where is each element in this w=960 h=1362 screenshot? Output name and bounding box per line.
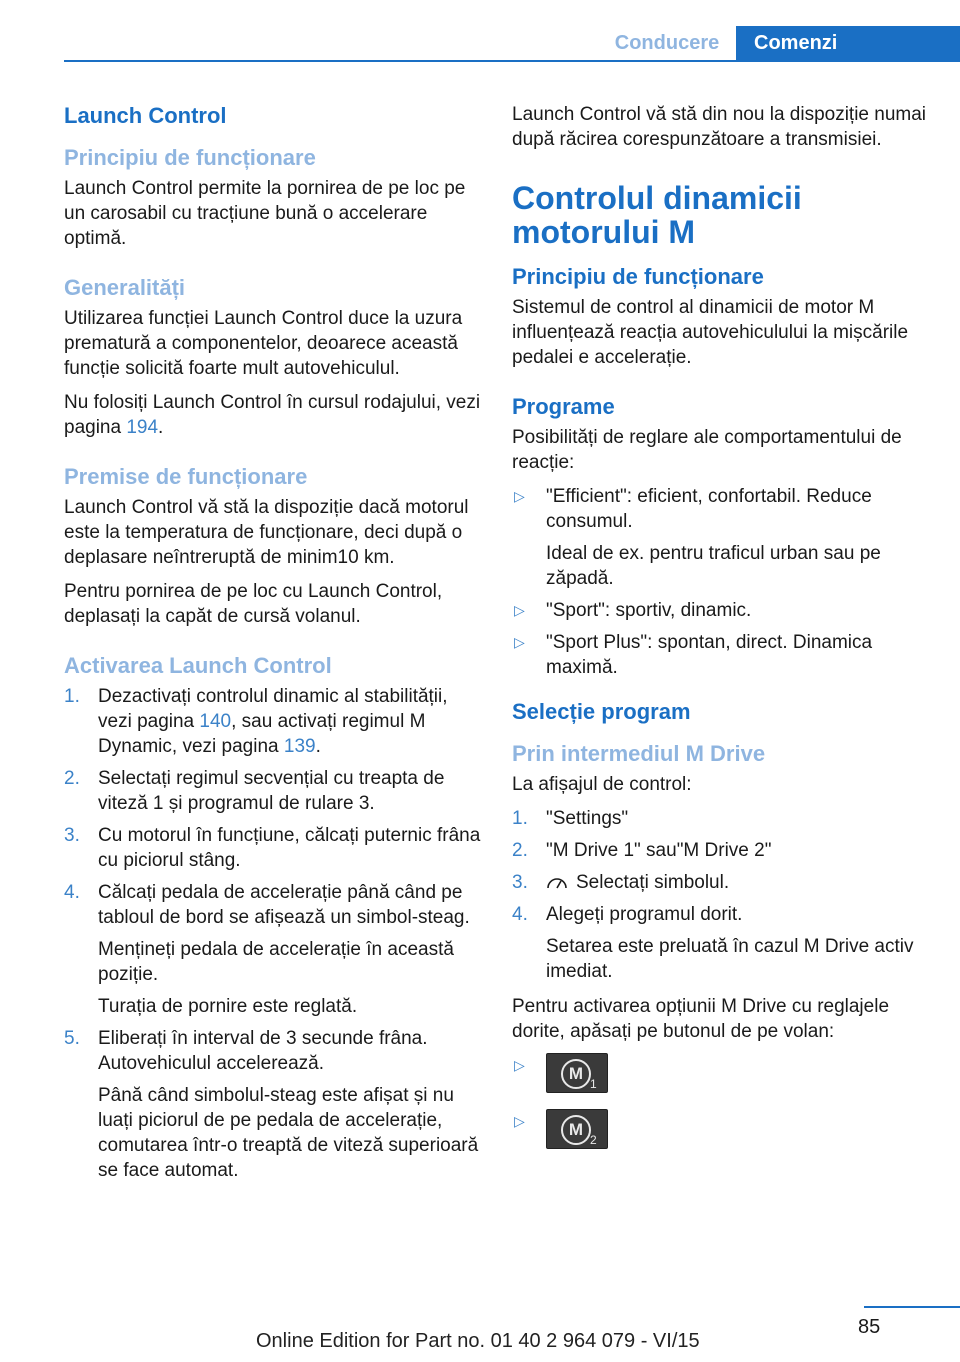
list-item: 3. Cu motorul în funcțiune, călcați puternic frâna cu piciorul stâng. bbox=[64, 825, 481, 871]
gauge-icon bbox=[546, 876, 568, 890]
list-item: ▷ "Efficient": eficient, confortabil. Reduce consumul. Ideal de ex. pentru traficul urban sau pe zăpadă. bbox=[514, 486, 881, 589]
paragraph: Pentru activarea opțiunii M Drive cu reglajele dorite, apăsați pe butonul de pe volan: bbox=[512, 996, 890, 1042]
page-link[interactable]: 139 bbox=[283, 736, 316, 757]
paragraph: Launch Control vă stă din nou la dispoziție numai după răcirea corespunzătoare a transmisiei. bbox=[512, 104, 927, 150]
chapter-title: Controlul dinamicii motorului M bbox=[512, 180, 802, 250]
list-item: 5. Eliberați în interval de 3 secunde frâna. Autovehiculul accelerează. Până când simbolul-steag este afișat și nu luați piciorul de pe pedala de accelerație, comutarea într-o treaptă de viteză superioară se face automat. bbox=[64, 1028, 479, 1181]
drive-steps-list bbox=[512, 806, 932, 984]
list-item: ▷ M 2 bbox=[512, 1109, 932, 1151]
m-drive-2-button-icon: M 2 bbox=[546, 1109, 608, 1149]
list-item: 1. "Settings" bbox=[512, 808, 629, 829]
page-number: 85 bbox=[858, 1316, 881, 1338]
paragraph: Pentru pornirea de pe loc cu Launch Control, deplasați la capăt de cursă volanul. bbox=[64, 581, 443, 627]
list-item: 4. Călcați pedala de accelerație până când pe tabloul de bord se afișează un simbol-steag. Mențineți pedala de accelerație în această poziție. Turația de pornire este reglată. bbox=[64, 882, 470, 1017]
heading-premise: Premise de funcționare bbox=[64, 464, 308, 489]
list-item: 4. Alegeți programul dorit. Setarea este preluată în cazul M Drive activ imediat. bbox=[512, 904, 914, 982]
paragraph: Nu folosiți Launch Control în cursul rodajului, vezi pagina 194. bbox=[64, 392, 481, 438]
m-drive-1-button-icon: M 1 bbox=[546, 1053, 608, 1093]
list-item: 1. Dezactivați controlul dinamic al stabilității, vezi pagina 140, sau activați regimul M Dynamic, vezi pagina 139. bbox=[64, 686, 448, 757]
paragraph: Launch Control vă stă la dispoziție dacă motorul este la temperatura de funcționare, deci după o deplasare neîntreruptă de minim10 km. bbox=[64, 497, 469, 568]
tab-comenzi[interactable]: Comenzi bbox=[736, 26, 960, 60]
left-column bbox=[64, 102, 484, 1193]
heading-principiu: Principiu de funcționare bbox=[64, 145, 316, 170]
header-rule bbox=[64, 60, 960, 62]
paragraph: Sistemul de control al dinamicii de motor M influențează reacția autovehiculului la mișcările pedalei e accelerație. bbox=[512, 297, 909, 368]
paragraph: La afișajul de control: bbox=[512, 774, 692, 795]
list-item: 3. Selectați simbolul. bbox=[512, 872, 730, 893]
heading-generalitati: Generalități bbox=[64, 275, 186, 300]
list-item: ▷ M 1 bbox=[512, 1053, 932, 1095]
list-item: ▷ "Sport Plus": spontan, direct. Dinamica maximă. bbox=[514, 632, 873, 678]
heading-programe: Programe bbox=[512, 394, 615, 419]
paragraph: Posibilități de reglare ale comportamentului de reacție: bbox=[512, 427, 902, 473]
section-title: Launch Control bbox=[64, 103, 227, 128]
footer-rule bbox=[864, 1306, 960, 1308]
steps-list bbox=[64, 684, 484, 1183]
heading-activare: Activarea Launch Control bbox=[64, 653, 332, 678]
paragraph: Launch Control permite la pornirea de pe loc pe un carosabil cu tracțiune bună o accelerare optimă. bbox=[64, 178, 466, 249]
heading-principiu: Principiu de funcționare bbox=[512, 264, 764, 289]
list-item: ▷ "Sport": sportiv, dinamic. bbox=[514, 600, 752, 621]
heading-selectie: Selecție program bbox=[512, 699, 691, 724]
buttons-list bbox=[512, 1053, 932, 1151]
page-link[interactable]: 194 bbox=[126, 417, 159, 438]
list-item: 2. Selectați regimul secvențial cu treapta de viteză 1 și programul de rulare 3. bbox=[64, 768, 445, 814]
edition-footer: Online Edition for Part no. 01 40 2 964 079 - VI/15 bbox=[256, 1330, 700, 1352]
heading-m-drive: Prin intermediul M Drive bbox=[512, 741, 766, 766]
tab-conducere[interactable]: Conducere bbox=[614, 32, 720, 54]
list-item: 2. "M Drive 1" sau"M Drive 2" bbox=[512, 840, 772, 861]
page-link[interactable]: 140 bbox=[199, 711, 232, 732]
paragraph: Utilizarea funcției Launch Control duce la uzura prematură a componentelor, deoarece această funcție solicită foarte mult autovehiculul. bbox=[64, 308, 463, 379]
right-column bbox=[512, 102, 932, 1161]
programs-list bbox=[512, 484, 932, 680]
